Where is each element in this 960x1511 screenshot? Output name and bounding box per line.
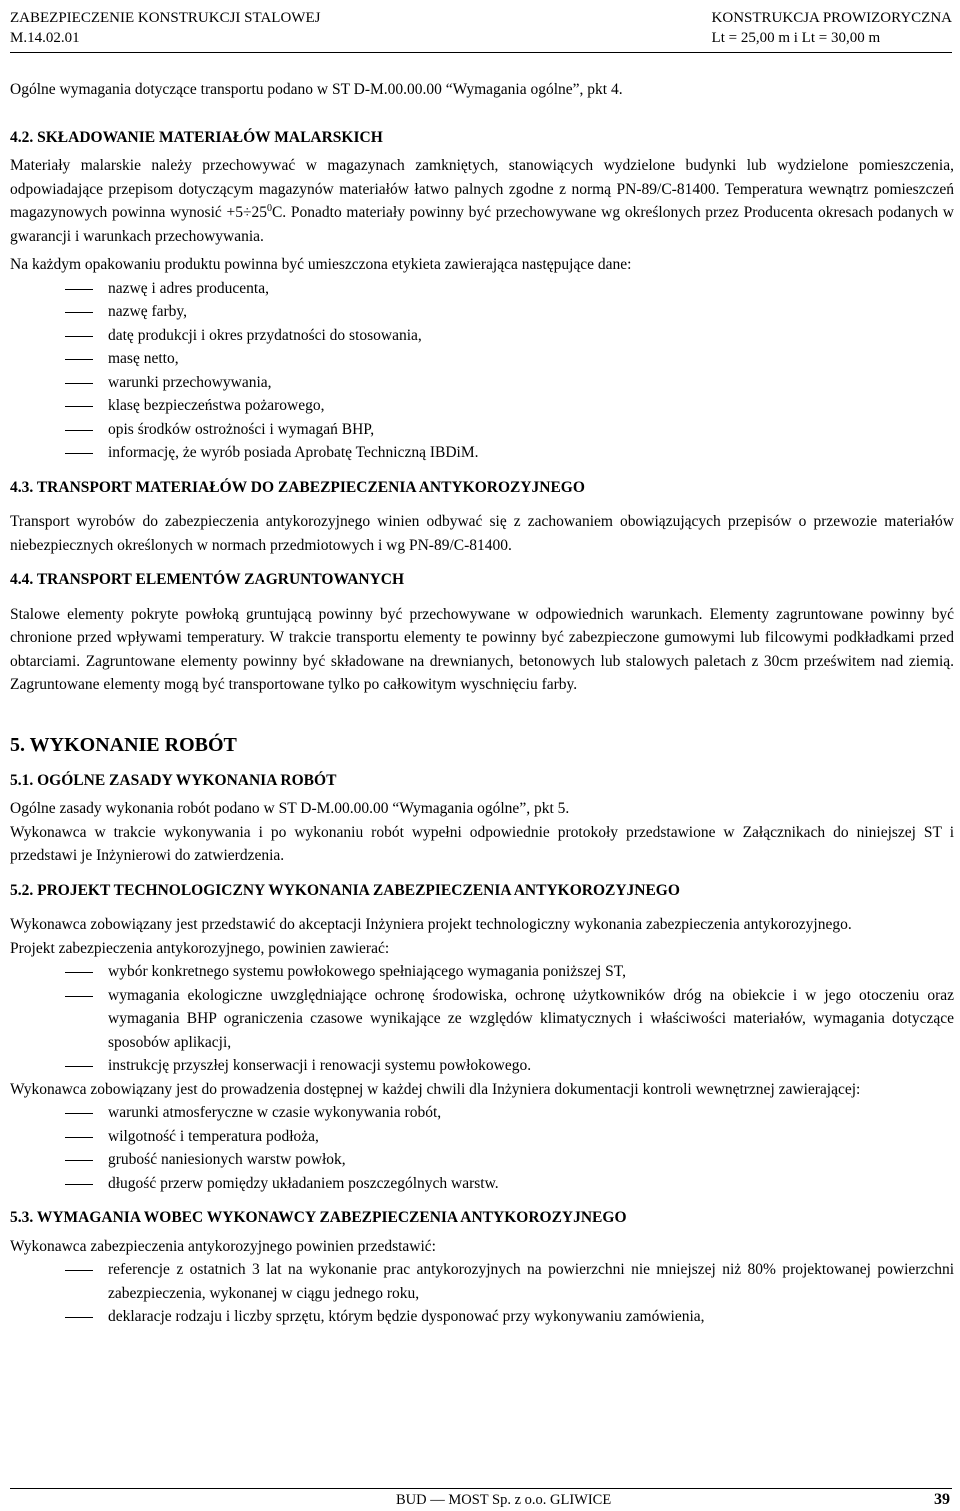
header-span-info: Lt = 25,00 m i Lt = 30,00 m (711, 30, 881, 46)
list-item: grubość naniesionych warstw powłok, (10, 1148, 954, 1172)
page-number: 39 (934, 1491, 950, 1508)
project-contents-list (10, 960, 954, 1078)
list-item: referencje z ostatnich 3 lat na wykonanie prac antykorozyjnych na powierzchni nie mniejszej niż 80% projektowanej powierzchni zabezpieczenia, wykonanej w ciągu jednego roku, (10, 1258, 954, 1305)
section-4-3-paragraph: Transport wyrobów do zabezpieczenia antykorozyjnego winien odbywać się z zachowaniem obowiązujących przepisów o przewozie materiałów niebezpiecznych określonych w normach przedmiotowych i wg PN-89/C-81400. (10, 513, 954, 554)
header-structure-title: KONSTRUKCJA PROWIZORYCZNA (711, 10, 952, 26)
list-item: deklaracje rodzaju i liczby sprzętu, którym będzie dysponować przy wykonywaniu zamówienia, (10, 1305, 954, 1329)
list-item: masę netto, (10, 347, 954, 371)
list-item: wymagania ekologiczne uwzględniające ochronę środowiska, ochronę użytkowników dróg na obiekcie i w jego otoczeniu oraz wymagania BHP ograniczenia czasowe wynikające ze względów klimatycznych i właściwości materiałów, wymagania dotyczące sposobów aplikacji, (10, 984, 954, 1055)
section-5-2-paragraph-1: Wykonawca zobowiązany jest przedstawić do akceptacji Inżyniera projekt technologiczny wykonania zabezpieczenia antykorozyjnego. (10, 916, 852, 933)
list-item: nazwę i adres producenta, (10, 277, 954, 301)
section-5-2-paragraph-3: Wykonawca zobowiązany jest do prowadzenia dostępnej w każdej chwili dla Inżyniera dokumentacji kontroli wewnętrznej zawierającej: (10, 1080, 861, 1098)
header-left (10, 8, 320, 48)
internal-control-list (10, 1101, 954, 1195)
section-4-2-heading: 4.2. SKŁADOWANIE MATERIAŁÓW MALARSKICH (10, 128, 383, 146)
section-5-3-heading: 5.3. WYMAGANIA WOBEC WYKONAWCY ZABEZPIECZENIA ANTYKOROZYJNEGO (10, 1209, 627, 1226)
section-4-4-heading: 4.4. TRANSPORT ELEMENTÓW ZAGRUNTOWANYCH (10, 571, 405, 588)
section-5-1-paragraph-2: Wykonawca w trakcie wykonywania i po wykonaniu robót wypełni odpowiednie protokoły przedstawione w Załącznikach do niniejszej ST i przedstawi je Inżynierowi do zatwierdzenia. (10, 823, 954, 864)
list-item: wilgotność i temperatura podłoża, (10, 1125, 954, 1149)
section-5-2-heading: 5.2. PROJEKT TECHNOLOGICZNY WYKONANIA ZABEZPIECZENIA ANTYKOROZYJNEGO (10, 881, 680, 899)
list-item: warunki atmosferyczne w czasie wykonywania robót, (10, 1101, 954, 1125)
section-5-heading: 5. WYKONANIE ROBÓT (10, 733, 237, 756)
header-doc-code: M.14.02.01 (10, 30, 80, 46)
section-4-2-paragraph-2: Na każdym opakowaniu produktu powinna być umieszczona etykieta zawierająca następujące dane: (10, 256, 632, 273)
list-item: informację, że wyrób posiada Aprobatę Techniczną IBDiM. (10, 441, 954, 465)
section-5-3-paragraph: Wykonawca zabezpieczenia antykorozyjnego powinien przedstawić: (10, 1237, 436, 1255)
page-footer (10, 1488, 952, 1511)
list-item: nazwę farby, (10, 300, 954, 324)
list-item: klasę bezpieczeństwa pożarowego, (10, 394, 954, 418)
footer-company: BUD — MOST Sp. z o.o. GLIWICE (396, 1492, 612, 1508)
page-header (10, 8, 952, 53)
label-data-list (10, 277, 954, 465)
list-item: datę produkcji i okres przydatności do stosowania, (10, 324, 954, 348)
intro-paragraph: Ogólne wymagania dotyczące transportu podano w ST D-M.00.00.00 “Wymagania ogólne”, pkt 4. (10, 81, 623, 98)
section-5-2-paragraph-2: Projekt zabezpieczenia antykorozyjnego, powinien zawierać: (10, 939, 390, 957)
list-item: opis środków ostrożności i wymagań BHP, (10, 418, 954, 442)
section-5-1-paragraph-1: Ogólne zasady wykonania robót podano w ST D-M.00.00.00 “Wymagania ogólne”, pkt 5. (10, 800, 570, 817)
section-4-2-paragraph-1: Materiały malarskie należy przechowywać w magazynach zamkniętych, stanowiących wydzielone budynki lub wydzielone pomieszczenia, odpowiadające przepisom dotyczącym magazynów materiałów łatwo palnych zgodne z normą PN-89/C-81400. Temperatura wewnątrz pomieszczeń magazynowych powinna wynosić $+5\div 25^0C$. Ponadto materiały powinny być przechowywane wg określonych przez Producenta okresach podanych w gwarancji i warunkach przechowywania. (10, 157, 954, 245)
header-right (712, 8, 952, 48)
list-item: wybór konkretnego systemu powłokowego spełniającego wymagania poniższej ST, (10, 960, 954, 984)
header-doc-title: ZABEZPIECZENIE KONSTRUKCJI STALOWEJ (10, 10, 321, 26)
contractor-requirements-list (10, 1258, 954, 1329)
document-body (10, 78, 954, 1329)
list-item: warunki przechowywania, (10, 371, 954, 395)
section-5-1-heading: 5.1. OGÓLNE ZASADY WYKONANIA ROBÓT (10, 771, 337, 789)
list-item: długość przerw pomiędzy układaniem poszczególnych warstw. (10, 1172, 954, 1196)
section-4-3-heading: 4.3. TRANSPORT MATERIAŁÓW DO ZABEZPIECZENIA ANTYKOROZYJNEGO (10, 478, 585, 496)
list-item: instrukcję przyszłej konserwacji i renowacji systemu powłokowego. (10, 1054, 954, 1078)
section-4-4-paragraph: Stalowe elementy pokryte powłoką gruntującą powinny być przechowywane w odpowiednich warunkach. Elementy zagruntowane powinny być chronione przed wpływami temperatury. W trakcie transportu elementy te powinny być zabezpieczone gumowymi lub filcowymi podkładkami przed obtarciami. Zagruntowane elementy powinny być składowane na drewnianych, betonowych lub stalowych paletach z 30cm prześwitem nad ziemią. Zagruntowane elementy mogą być transportowane tylko po całkowitym wyschnięciu farby. (10, 605, 954, 693)
